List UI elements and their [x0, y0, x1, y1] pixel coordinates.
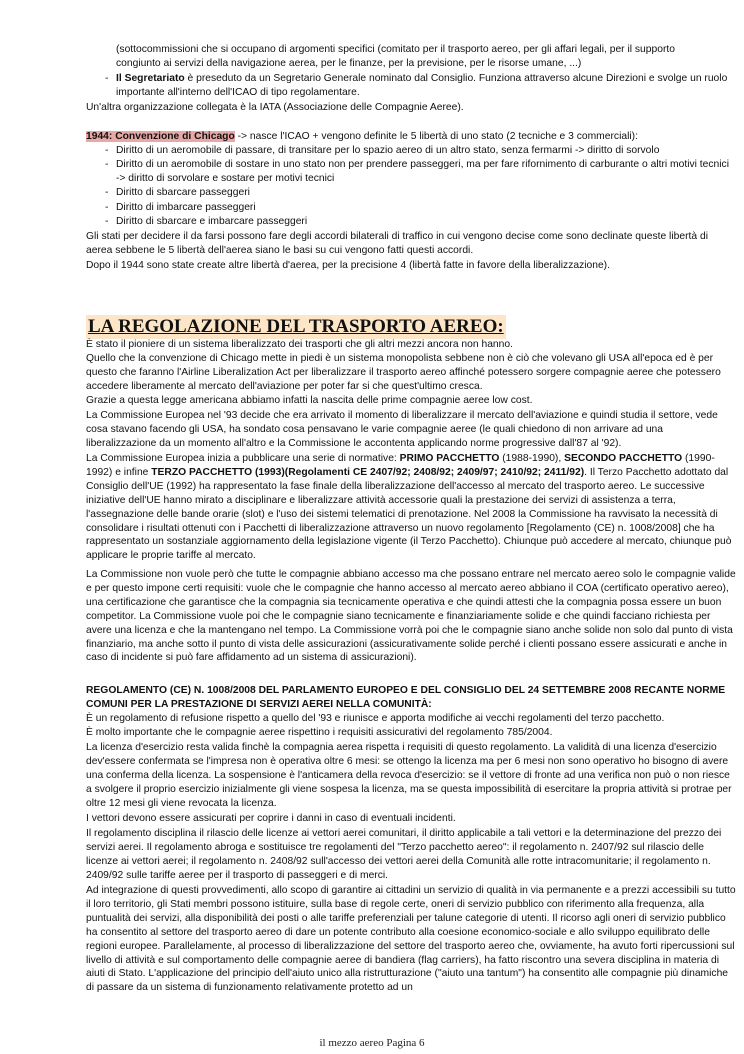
chicago-highlight: 1944: Convenzione di Chicago — [86, 131, 235, 142]
section-heading: LA REGOLAZIONE DEL TRASPORTO AEREO: — [88, 316, 504, 337]
list-item: - Diritto di sbarcare passeggeri — [105, 187, 250, 198]
regulation-r6: Ad integrazione di questi provvedimenti, allo scopo di garantire ai cittadini un servizio di qualità in via permanente e a prezzi accessibili su tutto il loro territorio, gli Stati membri possono istituire, sulla base di regole certe, oneri di servizio pubblico con riferimento alla frequenza, alla puntualità dei servizi, alla disponibilità dei posti o alle tariffe preferenziali per talune categorie di utenti. Il ricorso agli oneri di servizio pubblico ha consentito al settore del trasporto aereo di dare un potente contributo alla coesione economico-sociale e allo sviluppo equilibrato delle regioni europee. Parallelamente, al processo di liberalizzazione del settore del trasporto aereo che, ovviamente, ha avuto forti ripercussioni sul livello di attività e sul comportamento delle compagnie aeree di bandiera (flag carriers), ha fatto riscontro una severa disciplina in materia di aiuti di Stato. L'applicazione del principio dell'aiuto unico alla ristrutturazione ("aiuto una tantum") ha consentito alle compagnie più dinamiche di passare da un sistema di funzionamento relativamente protetto ad un — [86, 885, 736, 994]
section-p5: La Commissione Europea inizia a pubblicare una serie di normative: PRIMO PACCHETTO (1988-1990), SECONDO PACCHETTO (1990-1992) e infine TERZO PACCHETTO (1993)(Regolamenti CE 2407/92; 2408/92; 2409/97; 2410/92; 2411/92). Il Terzo Pacchetto adottato dal Consiglio dell'UE (1992) ha rappresentato la fase finale della liberalizzazione dell'accesso al mercato del trasporto aereo. Le successive iniziative dell'UE hanno mirato a disciplinare e liberalizzare attività accessorie quali la prestazione dei servizi di assistenza a terra, l'assegnazione delle bande orarie (slot) e l'uso dei sistemi telematici di prenotazione. Nel 2008 la Commissione ha ravvisato la necessità di consolidare i risultati ottenuti con i Pacchetti di liberalizzazione attraverso un nuovo regolamento [Regolamento (CE) n. 1008/2008] che ha rappresentato un sostanziale aggiornamento della legislazione vigente (il Terzo Pacchetto). Chiunque può accedere al mercato, chiunque può applicare le proprie tariffe al mercato. — [86, 453, 732, 562]
chicago-intro: 1944: Convenzione di Chicago -> nasce l'ICAO + vengono definite le 5 libertà di uno stato (2 tecniche e 3 commerciali): — [86, 131, 638, 142]
chicago-after-1: Gli stati per decidere il da farsi possono fare degli accordi bilaterali di traffico in cui vengono decise come sono declinate queste libertà di aerea sebbene le 5 libertà dell'aerea siano le basi su cui vengono fatti questi accordi. — [86, 231, 708, 256]
section-p3: Grazie a questa legge americana abbiamo infatti la nascita delle prime compagnie aeree low cost. — [86, 395, 533, 406]
list-item: - Diritto di un aeromobile di passare, di transitare per lo spazio aereo di un altro stato, senza fermarmi -> diritto di sorvolo — [105, 145, 660, 156]
iata-text: Un'altra organizzazione collegata è la IATA (Associazione delle Compagnie Aeree). — [86, 102, 464, 113]
chicago-after-2: Dopo il 1944 sono state create altre libertà d'aerea, per la precisione 4 (libertà fatte in favore della liberalizzazione). — [86, 260, 610, 271]
regulation-r4: I vettori devono essere assicurati per coprire i danni in caso di eventuali incidenti. — [86, 813, 456, 824]
list-item: - Diritto di imbarcare passeggeri — [105, 202, 256, 213]
subcommission-text: (sottocommissioni che si occupano di argomenti specifici (comitato per il trasporto aereo, per gli affari legali, per il supporto congiunto ai servizi della navigazione aerea, per le finanze, per la previsione, per le risorse umane, ...) — [116, 44, 675, 69]
list-item: - Diritto di sbarcare e imbarcare passeggeri — [105, 216, 308, 227]
section-p6: La Commissione non vuole però che tutte le compagnie abbiano accesso ma che possano entrare nel mercato aereo solo le compagnie valide e per questo impone certi requisiti: vuole che le compagnie che hanno accesso al mercato aereo abbiano il COA (certificato operativo aereo), una certificazione che garantisce che la compagnia sia tecnicamente operativa e che quindi attesti che la compagnia possa essere un buon competitor. La Commissione vuole poi che le compagnie siano tecnicamente e finanziariamente solide e che quindi facciano richiesta per avere una licenza e che la mantengano nel tempo. La Commissione vorrà poi che le compagnie siano anche solide non solo dal punto di vista finanziario, ma anche sotto il punto di vista delle assicurazioni (assicurativamente solide perché i clienti possano essere assicurati e anche in caso di incidente si può fare affidamento ad un sistema di assicurazioni). — [86, 569, 736, 664]
regulation-title: REGOLAMENTO (CE) N. 1008/2008 DEL PARLAMENTO EUROPEO E DEL CONSIGLIO DEL 24 SETTEMBRE 2008 RECANTE NORME COMUNI PER LA PRESTAZIONE DI SERVIZI AEREI NELLA COMUNITÀ: — [86, 685, 726, 710]
regulation-r1: È un regolamento di refusione rispetto a quello del '93 e riunisce e apporta modifiche ai vecchi regolamenti del terzo pacchetto. — [86, 713, 665, 724]
secretariat-label: Il Segretariato — [116, 73, 185, 84]
regulation-r2: È molto importante che le compagnie aeree rispettino i requisiti assicurativi del regolamento 785/2004. — [86, 727, 553, 738]
list-item: - Il Segretariato è preseduto da un Segretario Generale nominato dal Consiglio. Funziona attraverso alcune Direzioni e svolge un ruolo importante all'interno dell'ICAO di tipo regolamentare. — [105, 73, 728, 98]
section-p2: Quello che la convenzione di Chicago mette in piedi è un sistema monopolista sebbene non è ciò che volevano gli USA all'epoca ed è per questo che faranno l'Airline Liberalization Act per liberalizzare il trasporto aereo affinché potessero sorgere compagnie aeree che potessero accedere liberamente al mercato dell'aviazione per poter far si che quest'ultimo cresca. — [86, 353, 721, 392]
regulation-r3: La licenza d'esercizio resta valida finchè la compagnia aerea rispetta i requisiti di questo regolamento. La validità di una licenza d'esercizio dev'essere confermata se l'impresa non è operativa oltre 6 mesi: se ottengo la licenza ma per 6 mesi non sono operativo ho bisogno di avere una conferma della licenza. La sospensione è l'anticamera della revoca d'esercizio: se il vettore di fronte ad una verifica non può o non riesce a svolgere il proprio esercizio inizialmente gli viene sospesa la licenza, ma se questa impossibilità di esercitare la propria attività si protrae per oltre 12 mesi gli viene revocata la licenza. — [86, 742, 732, 809]
list-item: - Diritto di un aeromobile di sostare in uno stato non per prendere passeggeri, ma per fare rifornimento di carburante o altri motivi tecnici -> diritto di sorvolare e sostare per motivi tecnici — [105, 159, 729, 184]
section-p1: È stato il pioniere di un sistema liberalizzato dei trasporti che gli altri mezzi ancora non hanno. — [86, 339, 513, 350]
page-footer: il mezzo aereo Pagina 6 — [319, 1037, 425, 1049]
section-p4: La Commissione Europea nel '93 decide che era arrivato il momento di liberalizzare il mercato dell'aviazione e quindi studia il settore, vede cosa stavano facendo gli USA, ha sondato cosa pensavano le varie compagnie aeree (le quali chiedono di non arrivare ad una liberalizzazione da un momento all'altro e la Commissione le accontenta applicando norme progressive dall'87 al '92). — [86, 410, 718, 449]
secretariat-text: è preseduto da un Segretario Generale nominato dal Consiglio. Funziona attraverso alcune Direzioni e svolge un ruolo importante all'interno dell'ICAO di tipo regolamentare. — [116, 73, 728, 98]
regulation-r5: Il regolamento disciplina il rilascio delle licenze ai vettori aerei comunitari, il diritto applicabile a tali vettori e la determinazione del prezzo dei servizi aerei. Il regolamento abroga e sostituisce tre regolamenti del "Terzo pacchetto aereo": il regolamento n. 2407/92 sul rilascio delle licenze ai vettori aerei; il regolamento n. 2408/92 sull'accesso dei vettori aerei della Comunità alle rotte intracomunitarie; il regolamento n. 2409/92 sulle tariffe aeree per il trasporto di passeggeri e di merci. — [86, 828, 722, 881]
